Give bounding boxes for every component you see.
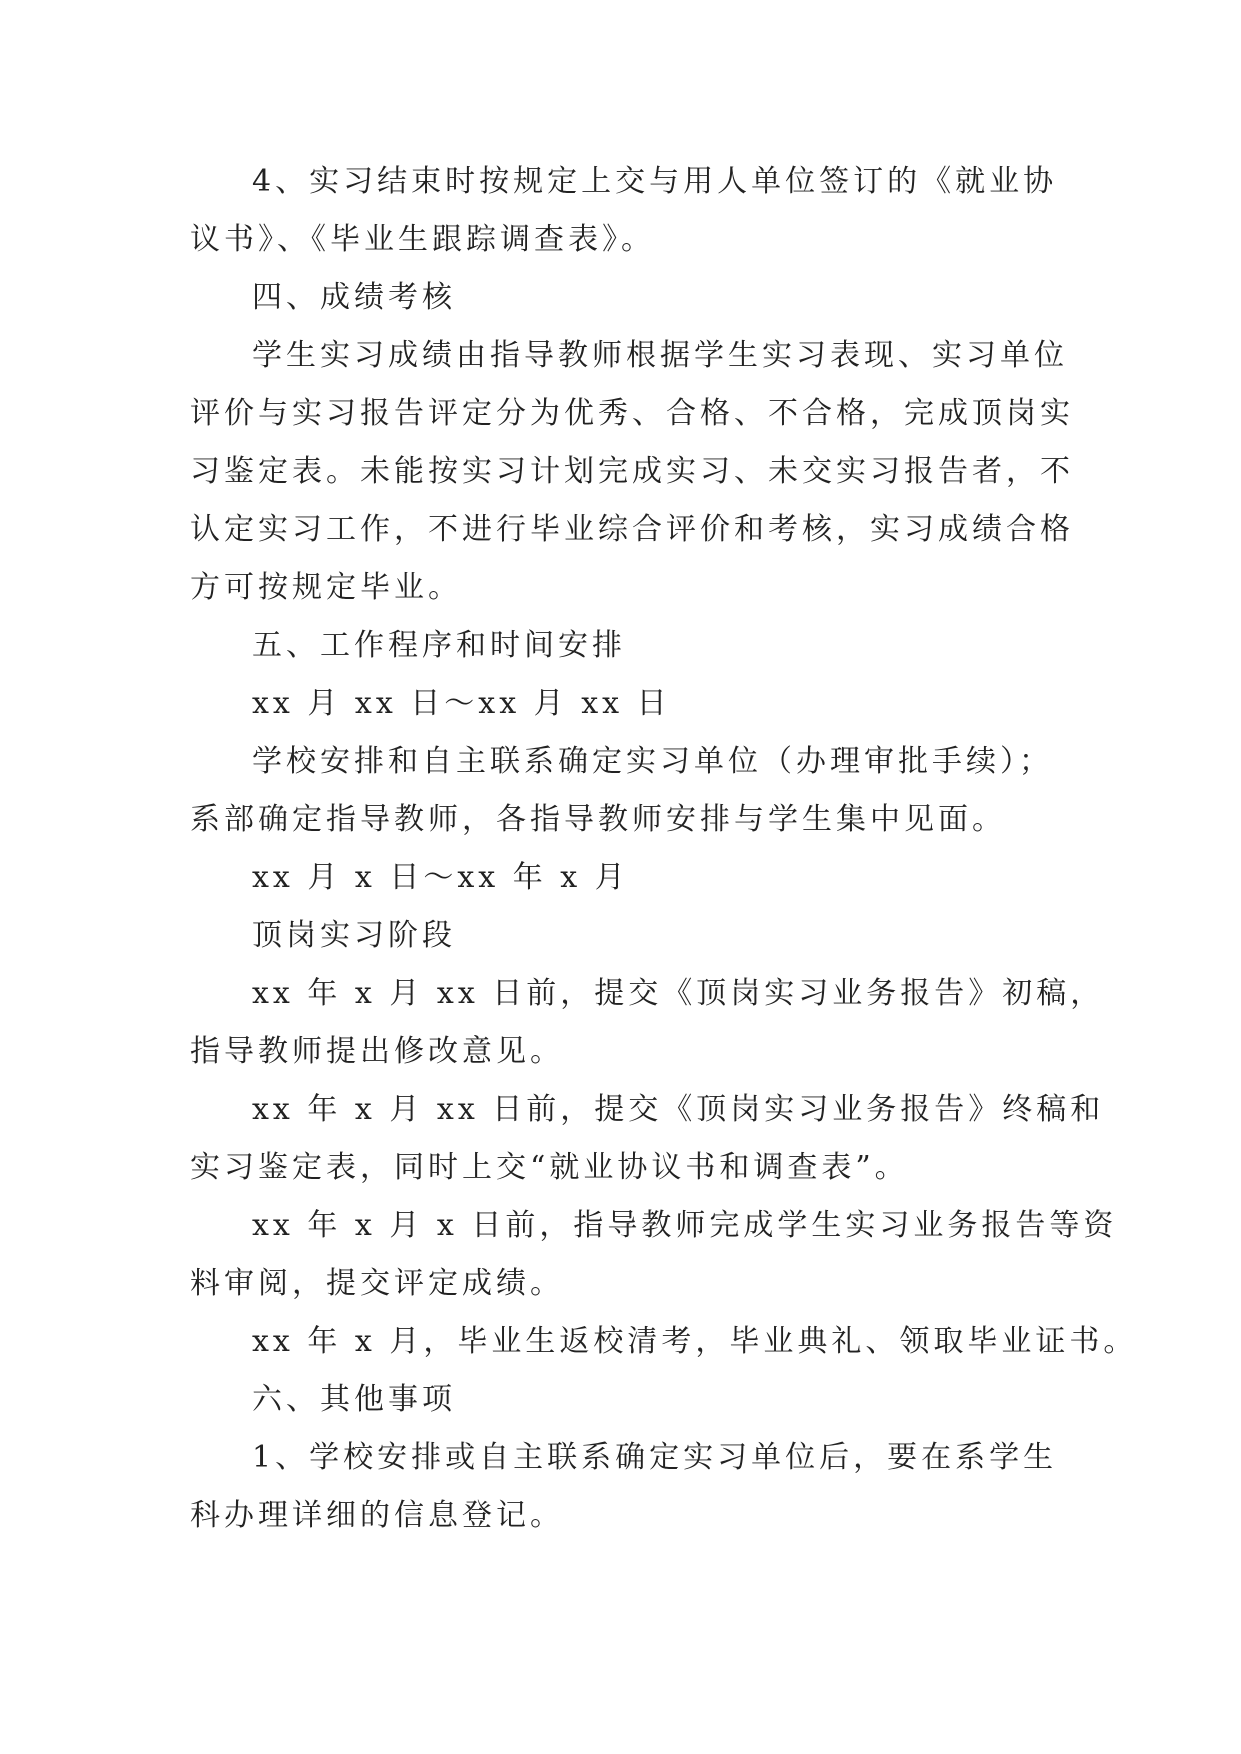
text-line: 习鉴定表。未能按实习计划完成实习、未交实习报告者，不 [190,454,1074,489]
text-line: 学生实习成绩由指导教师根据学生实习表现、实习单位 [252,338,1068,373]
text-line: 系部确定指导教师，各指导教师安排与学生集中见面。 [190,802,1006,837]
text-line: 料审阅，提交评定成绩。 [190,1266,564,1301]
paragraph-registration [190,1429,1058,1545]
text-line: xx 年 x 月 x 日前，指导教师完成学生实习业务报告等资 [252,1208,1118,1243]
text-line: 评价与实习报告评定分为优秀、合格、不合格，完成顶岗实 [190,396,1074,431]
paragraph-review-grades [190,1197,1118,1313]
text-line: 议书》、《毕业生跟踪调查表》。 [190,222,655,257]
text-line: 学校安排和自主联系确定实习单位（办理审批手续）； [252,744,1053,779]
text-line: 六、其他事项 [252,1382,456,1417]
text-line: xx 年 x 月，毕业生返校清考，毕业典礼、领取毕业证书。 [252,1324,1138,1359]
text-line: 科办理详细的信息登记。 [190,1498,564,1533]
paragraph-graduation [190,1313,1138,1371]
text-line: 认定实习工作，不进行毕业综合评价和考核，实习成绩合格 [190,512,1074,547]
text-line: 指导教师提出修改意见。 [190,1034,564,1069]
paragraph-grade-assessment [190,327,1074,617]
section-heading-grade-assessment [190,269,1058,327]
text-line: 1、学校安排或自主联系确定实习单位后，要在系学生 [252,1440,1058,1475]
text-line: 方可按规定毕业。 [190,570,462,605]
paragraph-final-report [190,1081,1105,1197]
paragraph-arrange-units [190,733,1058,849]
schedule-date-range-2 [190,849,1058,907]
text-line: xx 月 x 日～xx 年 x 月 [252,860,629,895]
schedule-date-range-1 [190,675,1058,733]
text-line: 五、工作程序和时间安排 [252,628,626,663]
paragraph-draft-report [190,965,1105,1081]
paragraph-internship-stage [190,907,1058,965]
text-line: xx 月 xx 日～xx 月 xx 日 [252,686,671,721]
text-line: 实习鉴定表，同时上交“就业协议书和调查表”。 [190,1150,909,1185]
text-line: 四、成绩考核 [252,280,456,315]
section-heading-other-matters [190,1371,1058,1429]
text-line: 4、实习结束时按规定上交与用人单位签订的《就业协 [252,164,1058,199]
paragraph-submit-agreement [190,153,1058,269]
text-line: 顶岗实习阶段 [252,918,456,953]
text-line: xx 年 x 月 xx 日前，提交《顶岗实习业务报告》初稿， [252,976,1105,1011]
section-heading-procedure-schedule [190,617,1058,675]
text-line: xx 年 x 月 xx 日前，提交《顶岗实习业务报告》终稿和 [252,1092,1105,1127]
document-body [190,153,1138,1545]
